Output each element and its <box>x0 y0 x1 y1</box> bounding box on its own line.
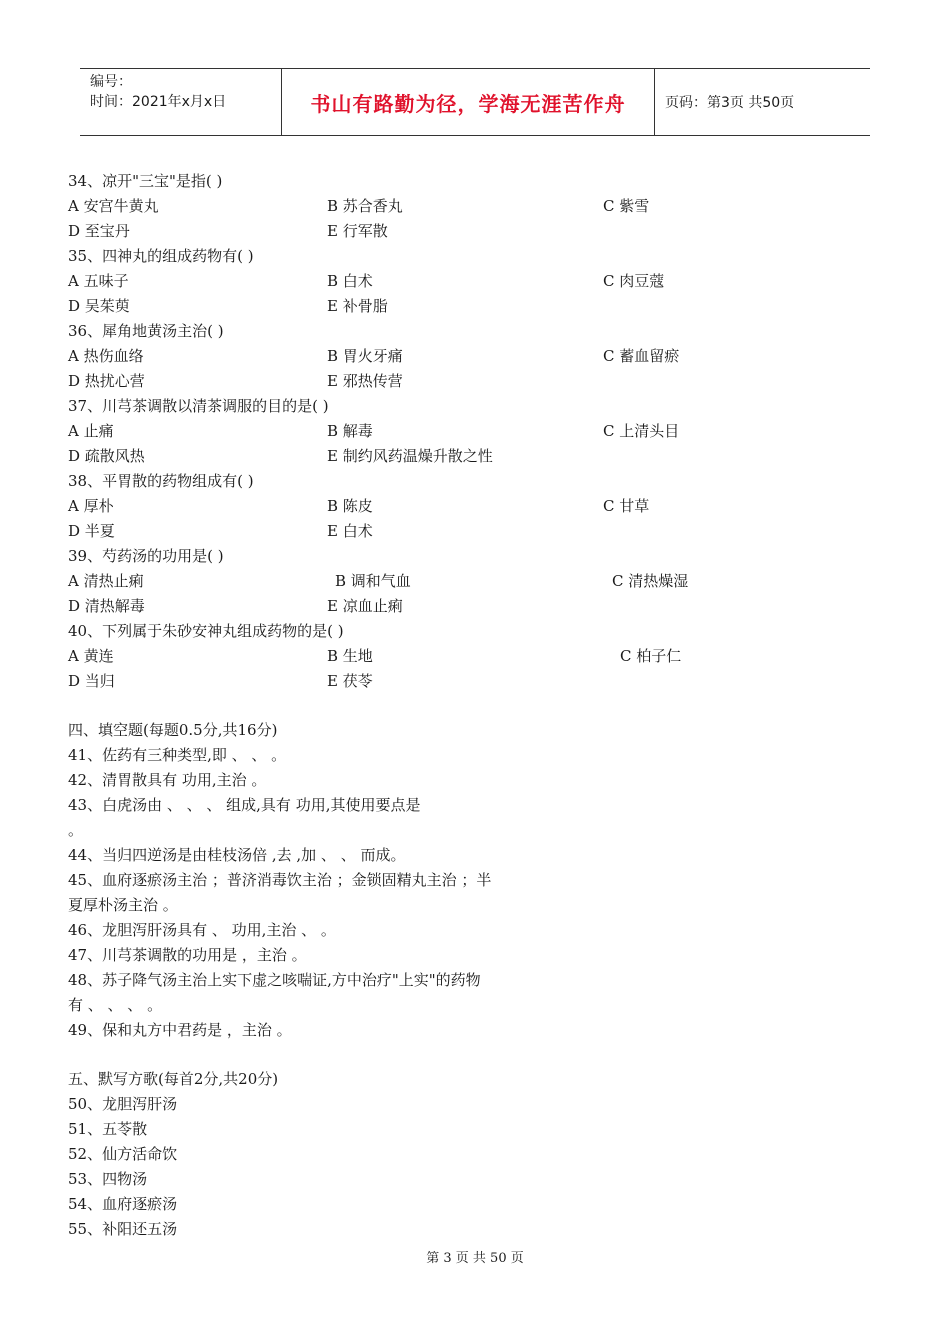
code-label: 编号： <box>90 74 132 90</box>
fill-item-41: 41、佐药有三种类型,即 、 、 。 <box>68 746 287 764</box>
fill-item-43-cont: 。 <box>68 821 84 839</box>
recite-item-53: 53、四物汤 <box>68 1170 148 1188</box>
option-36-c: C 蓄血留瘀 <box>603 347 680 365</box>
recite-item-55: 55、补阳还五汤 <box>68 1220 178 1238</box>
fill-item-47: 47、川芎茶调散的功用是 ，主治 。 <box>68 946 307 964</box>
recite-item-52: 52、仙方活命饮 <box>68 1145 178 1163</box>
fill-item-48-cont: 有 、 、 、 。 <box>68 996 163 1014</box>
time-label: 时间：2021年x月x日 <box>90 94 227 110</box>
fill-item-45: 45、血府逐瘀汤主治 ；普济消毒饮主治 ；金锁固精丸主治 ；半 <box>68 871 492 889</box>
header-motto: 书山有路勤为径，学海无涯苦作舟 <box>282 69 655 135</box>
recite-item-54: 54、血府逐瘀汤 <box>68 1195 178 1213</box>
fill-item-44: 44、当归四逆汤是由桂枝汤倍 ,去 ,加 、 、 而成。 <box>68 846 406 864</box>
recite-item-51: 51、五苓散 <box>68 1120 148 1138</box>
option-38-b: B 陈皮 <box>327 497 373 515</box>
fill-item-42: 42、清胃散具有 功用,主治 。 <box>68 771 267 789</box>
option-34-b: B 苏合香丸 <box>327 197 403 215</box>
option-34-a: A 安宫牛黄丸 <box>68 197 159 215</box>
option-38-d: D 半夏 <box>68 522 115 540</box>
option-40-d: D 当归 <box>68 672 115 690</box>
option-35-b: B 白术 <box>327 272 373 290</box>
option-40-b: B 生地 <box>327 647 373 665</box>
option-40-c: C 柏子仁 <box>620 647 682 665</box>
option-36-b: B 胃火牙痛 <box>327 347 403 365</box>
option-39-b: B 调和气血 <box>335 572 411 590</box>
option-37-d: D 疏散风热 <box>68 447 145 465</box>
option-34-e: E 行军散 <box>327 222 388 240</box>
section-5-title: 五、默写方歌(每首2分,共20分) <box>68 1070 279 1088</box>
recite-item-50: 50、龙胆泻肝汤 <box>68 1095 178 1113</box>
option-34-d: D 至宝丹 <box>68 222 130 240</box>
option-38-a: A 厚朴 <box>68 497 114 515</box>
option-35-d: D 吴茱萸 <box>68 297 130 315</box>
option-37-e: E 制约风药温燥升散之性 <box>327 447 493 465</box>
option-39-e: E 凉血止痢 <box>327 597 403 615</box>
question-34: 34、凉开"三宝"是指( ) <box>68 172 223 190</box>
option-38-e: E 白术 <box>327 522 373 540</box>
option-40-a: A 黄连 <box>68 647 114 665</box>
page-header <box>80 68 870 136</box>
option-35-e: E 补骨脂 <box>327 297 388 315</box>
option-36-e: E 邪热传营 <box>327 372 403 390</box>
question-36: 36、犀角地黄汤主治( ) <box>68 322 224 340</box>
fill-item-45-cont: 夏厚朴汤主治 。 <box>68 896 178 914</box>
option-37-b: B 解毒 <box>327 422 373 440</box>
option-36-d: D 热扰心营 <box>68 372 145 390</box>
option-35-a: A 五味子 <box>68 272 129 290</box>
question-40: 40、下列属于朱砂安神丸组成药物的是( ) <box>68 622 344 640</box>
option-35-c: C 肉豆蔻 <box>603 272 665 290</box>
fill-item-49: 49、保和丸方中君药是 ，主治 。 <box>68 1021 292 1039</box>
option-34-c: C 紫雪 <box>603 197 650 215</box>
question-38: 38、平胃散的药物组成有( ) <box>68 472 254 490</box>
header-page-info: 页码：第3页 共50页 <box>665 95 795 111</box>
option-39-d: D 清热解毒 <box>68 597 145 615</box>
question-39: 39、芍药汤的功用是( ) <box>68 547 224 565</box>
option-37-c: C 上清头目 <box>603 422 680 440</box>
section-4-title: 四、填空题(每题0.5分,共16分) <box>68 721 278 739</box>
option-39-c: C 清热燥湿 <box>612 572 689 590</box>
footer-page-number: 第 3 页 共 50 页 <box>426 1251 524 1266</box>
page-footer <box>0 1247 950 1266</box>
fill-item-43: 43、白虎汤由 、 、 、 组成,具有 功用,其使用要点是 <box>68 796 421 814</box>
option-40-e: E 茯苓 <box>327 672 373 690</box>
option-37-a: A 止痛 <box>68 422 114 440</box>
fill-item-48: 48、苏子降气汤主治上实下虚之咳喘证,方中治疗"上实"的药物 <box>68 971 481 989</box>
option-38-c: C 甘草 <box>603 497 650 515</box>
question-37: 37、川芎茶调散以清茶调服的目的是( ) <box>68 397 329 415</box>
question-35: 35、四神丸的组成药物有( ) <box>68 247 254 265</box>
option-39-a: A 清热止痢 <box>68 572 144 590</box>
option-36-a: A 热伤血络 <box>68 347 144 365</box>
fill-item-46: 46、龙胆泻肝汤具有 、 功用,主治 、 。 <box>68 921 336 939</box>
header-meta <box>80 69 282 135</box>
